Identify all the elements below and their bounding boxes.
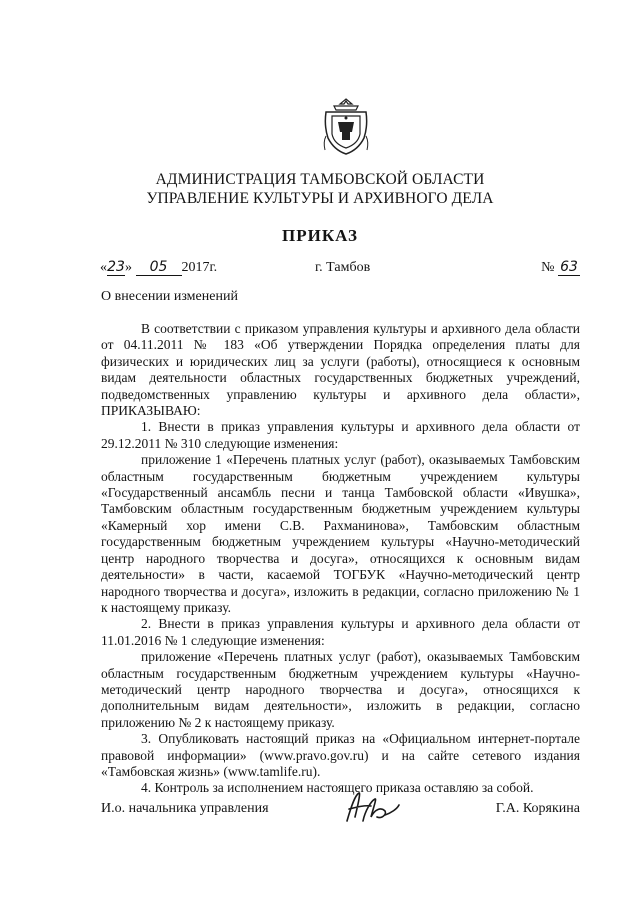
- document-body: [101, 321, 580, 797]
- department-name: УПРАВЛЕНИЕ КУЛЬТУРЫ И АРХИВНОГО ДЕЛА: [146, 190, 494, 207]
- coat-of-arms-icon: [322, 96, 370, 158]
- body-paragraph: 2. Внести в приказ управления культуры и архивного дела области от 11.01.2016 № 1 следующие изменения:: [101, 616, 580, 648]
- date-year: 2017г.: [181, 260, 218, 275]
- document-number: № 63: [541, 260, 580, 276]
- body-paragraph: приложение 1 «Перечень платных услуг (работ), оказываемых Тамбовским областным государственным бюджетным учреждением культуры «Государственный ансамбль песни и танца Тамбовской области «Ивушка», Тамбовским областным государственным бюджетным учреждением культуры «Камерный хор имени С.В. Рахманинова», Тамбовским областным государственным бюджетным учреждением культуры «Научно-методический центр народного творчества и досуга», относящихся к основным видам деятельности» в части, касаемой ТОГБУК «Научно-методический центр народного творчества и досуга», изложить в редакции, согласно приложению № 1 к настоящему приказу.: [101, 452, 580, 615]
- organization-name: АДМИНИСТРАЦИЯ ТАМБОВСКОЙ ОБЛАСТИ: [155, 171, 485, 188]
- body-paragraph: приложение «Перечень платных услуг (работ), оказываемых Тамбовским областным государственным бюджетным учреждением культуры «Научно-методический центр народного творчества и досуга», относящихся к дополнительным видам деятельности», изложить в редакции, согласно приложению № 2 к настоящему приказу.: [101, 649, 580, 730]
- date-day: 23: [107, 259, 125, 275]
- document-city: г. Тамбов: [315, 260, 371, 275]
- body-paragraph: 3. Опубликовать настоящий приказ на «Официальном интернет-портале правовой информации» (www.pravo.gov.ru) и на сайте сетевого издания «Тамбовская жизнь» (www.tamlife.ru).: [101, 731, 580, 779]
- body-paragraph: В соответствии с приказом управления культуры и архивного дела области от 04.11.2011 № 183 «Об утверждении Порядка определения платы для физических и юридических лиц за услуги (работы), относящиеся к основным видам деятельности областных государственных бюджетных учреждений, подведомственных управлению культуры и архивного дела области», ПРИКАЗЫВАЮ:: [101, 321, 580, 419]
- date-number-row: [100, 260, 580, 280]
- document-subject: О внесении изменений: [101, 289, 238, 304]
- body-paragraph: 4. Контроль за исполнением настоящего приказа оставляю за собой.: [141, 780, 534, 796]
- signer-position: И.о. начальника управления: [101, 801, 269, 816]
- document-title: ПРИКАЗ: [282, 226, 358, 245]
- signer-name: Г.А. Корякина: [495, 801, 580, 816]
- date-month: 05: [136, 260, 182, 276]
- number-value: 63: [558, 260, 580, 276]
- handwritten-signature: [341, 787, 403, 829]
- body-paragraph: 1. Внести в приказ управления культуры и архивного дела области от 29.12.2011 № 310 следующие изменения:: [101, 419, 580, 451]
- document-date: «23» 05 2017г.: [100, 259, 218, 275]
- signature-block: [101, 797, 580, 837]
